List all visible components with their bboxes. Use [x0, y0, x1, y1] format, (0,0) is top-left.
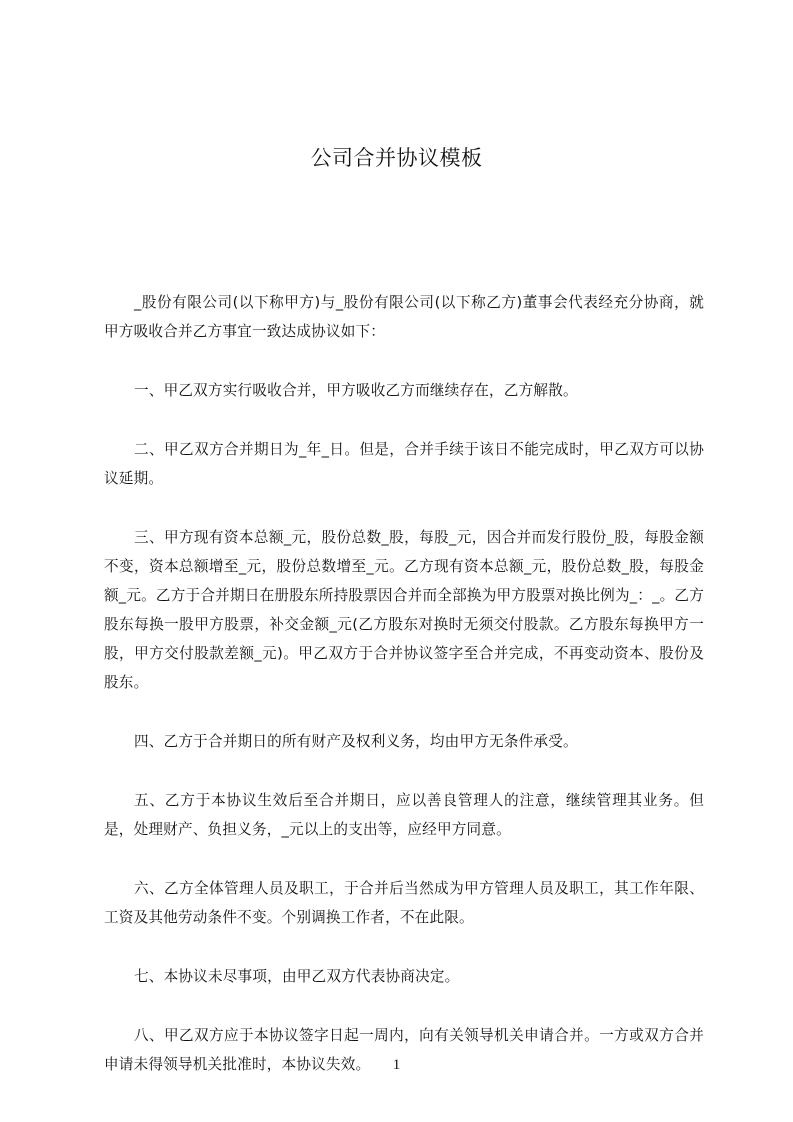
clause-2: 二、甲乙双方合并期日为_年_日。但是，合并手续于该日不能完成时，甲乙双方可以协议延期。 [104, 441, 704, 487]
clause-1: 一、甲乙双方实行吸收合并，甲方吸收乙方而继续存在，乙方解散。 [134, 382, 578, 399]
clause-3: 三、甲方现有资本总额_元，股份总数_股，每股_元，因合并而发行股份_股，每股金额不变，资本总额增至_元，股份总数增至_元。乙方现有资本总额_元，股份总数_股，每股金额_元。乙方于合并期日在册股东所持股票因合并而全部换为甲方股票对换比例为_：_。乙方股东每换一股甲方股票，补交金额_元(乙方股东对换时无须交付股款。乙方股东每换甲方一股，甲方交付股款差额_元)。甲乙双方于合并协议签字至合并完成，不再变动资本、股份及股东。 [104, 529, 704, 691]
document-body [104, 288, 704, 1079]
clause-8: 八、甲乙双方应于本协议签字日起一周内，向有关领导机关申请合并。一方或双方合并申请未得领导机关批准时，本协议失效。 [104, 1027, 704, 1073]
document-title: 公司合并协议模板 [310, 146, 483, 170]
clause-4: 四、乙方于合并期日的所有财产及权利义务，均由甲方无条件承受。 [134, 733, 578, 750]
clause-7: 七、本协议未尽事项，由甲乙双方代表协商决定。 [134, 968, 460, 985]
clause-6: 六、乙方全体管理人员及职工，于合并后当然成为甲方管理人员及职工，其工作年限、工资及其他劳动条件不变。个别调换工作者，不在此限。 [104, 880, 704, 926]
clause-5: 五、乙方于本协议生效后至合并期日，应以善良管理人的注意，继续管理其业务。但是，处理财产、负担义务，_元以上的支出等，应经甲方同意。 [104, 792, 704, 838]
page-number: 1 [392, 1057, 401, 1073]
intro-paragraph: _股份有限公司(以下称甲方)与_股份有限公司(以下称乙方)董事会代表经充分协商，就甲方吸收合并乙方事宜一致达成协议如下： [104, 294, 704, 340]
